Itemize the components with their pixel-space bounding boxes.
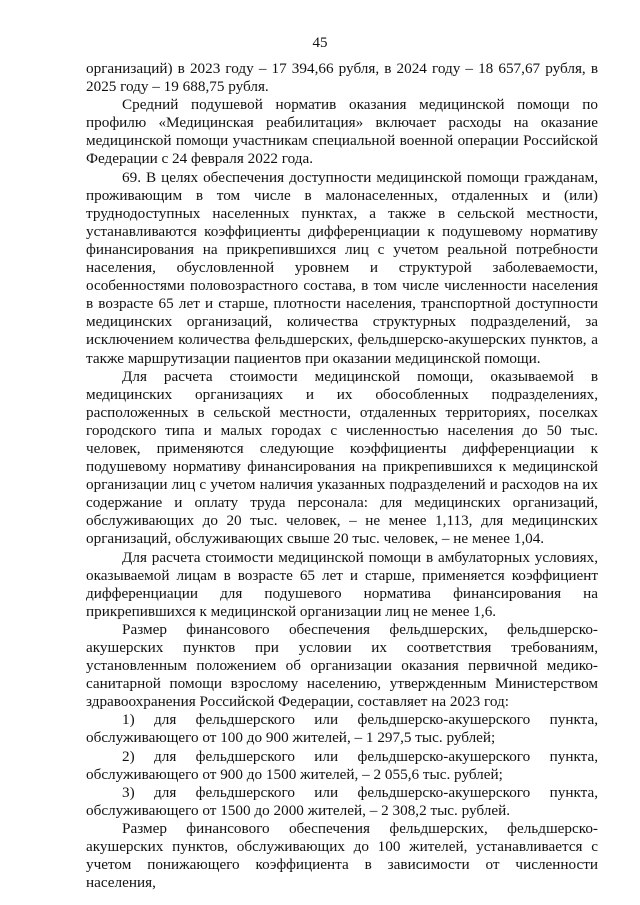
page-number: 45 <box>312 35 328 51</box>
list-item-3: 3) для фельдшерского или фельдшерско-акушерского пункта, обслуживающего от 1500 до 2000 жителей, – 2 308,2 тыс. рублей. <box>86 783 598 819</box>
list-item-1: 1) для фельдшерского или фельдшерско-акушерского пункта, обслуживающего от 100 до 900 жителей, – 1 297,5 тыс. рублей; <box>86 711 598 747</box>
paragraph-elderly-coefficient: Для расчета стоимости медицинской помощи в амбулаторных условиях, оказываемой лицам в возрасте 65 лет и старше, применяется коэффициент дифференциации для подушевого норматива финансирования на прикрепившихся к медицинской организации лиц не менее 1,6. <box>86 548 598 620</box>
paragraph-continuation: организаций) в 2023 году – 17 394,66 рубля, в 2024 году – 18 657,67 рубля, в 2025 году – 19 688,75 рубля. <box>86 60 598 96</box>
paragraph-item-69: 69. В целях обеспечения доступности медицинской помощи гражданам, проживающим в том числе в малонаселенных, отдаленных и (или) труднодоступных населенных пунктах, а также в сельской местности, устанавливаются коэффициенты дифференциации к подушевому нормативу финансирования на прикрепившихся лиц с учетом реальной потребности населения, обусловленной уровнем и структурой заболеваемости, особенностями половозрастного состава, в том числе численности населения в возрасте 65 лет и старше, плотности населения, транспортной доступности медицинских организаций, количества структурных подразделений, за исключением количества фельдшерских, фельдшерско-акушерских пунктов, а также маршрутизации пациентов при оказании медицинской помощи. <box>86 168 598 367</box>
document-body <box>86 60 598 892</box>
paragraph-fap-funding: Размер финансового обеспечения фельдшерских, фельдшерско-акушерских пунктов при условии их соответствия требованиям, установленным положением об организации оказания первичной медико-санитарной помощи взрослому населению, утвержденным Министерством здравоохранения Российской Федерации, составляет на 2023 год: <box>86 620 598 711</box>
paragraph-differentiation-coefficients: Для расчета стоимости медицинской помощи, оказываемой в медицинских организациях и их обособленных подразделениях, расположенных в сельской местности, отдаленных территориях, поселках городского типа и малых городах с численностью населения до 50 тыс. человек, применяются следующие коэффициенты дифференциации к подушевому нормативу финансирования на прикрепившихся к медицинской организации лиц с учетом наличия указанных подразделений и расходов на их содержание и оплату труда персонала: для медицинских организаций, обслуживающих до 20 тыс. человек, – не менее 1,113, для медицинских организаций, обслуживающих свыше 20 тыс. человек, – не менее 1,04. <box>86 367 598 548</box>
paragraph-rehabilitation-norm: Средний подушевой норматив оказания медицинской помощи по профилю «Медицинская реабилитация» включает расходы на оказание медицинской помощи участникам специальной военной операции Российской Федерации с 24 февраля 2022 года. <box>86 96 598 168</box>
paragraph-small-fap-funding: Размер финансового обеспечения фельдшерских, фельдшерско-акушерских пунктов, обслуживающих до 100 жителей, устанавливается с учетом понижающего коэффициента в зависимости от численности населения, <box>86 819 598 892</box>
list-item-2: 2) для фельдшерского или фельдшерско-акушерского пункта, обслуживающего от 900 до 1500 жителей, – 2 055,6 тыс. рублей; <box>86 747 598 783</box>
